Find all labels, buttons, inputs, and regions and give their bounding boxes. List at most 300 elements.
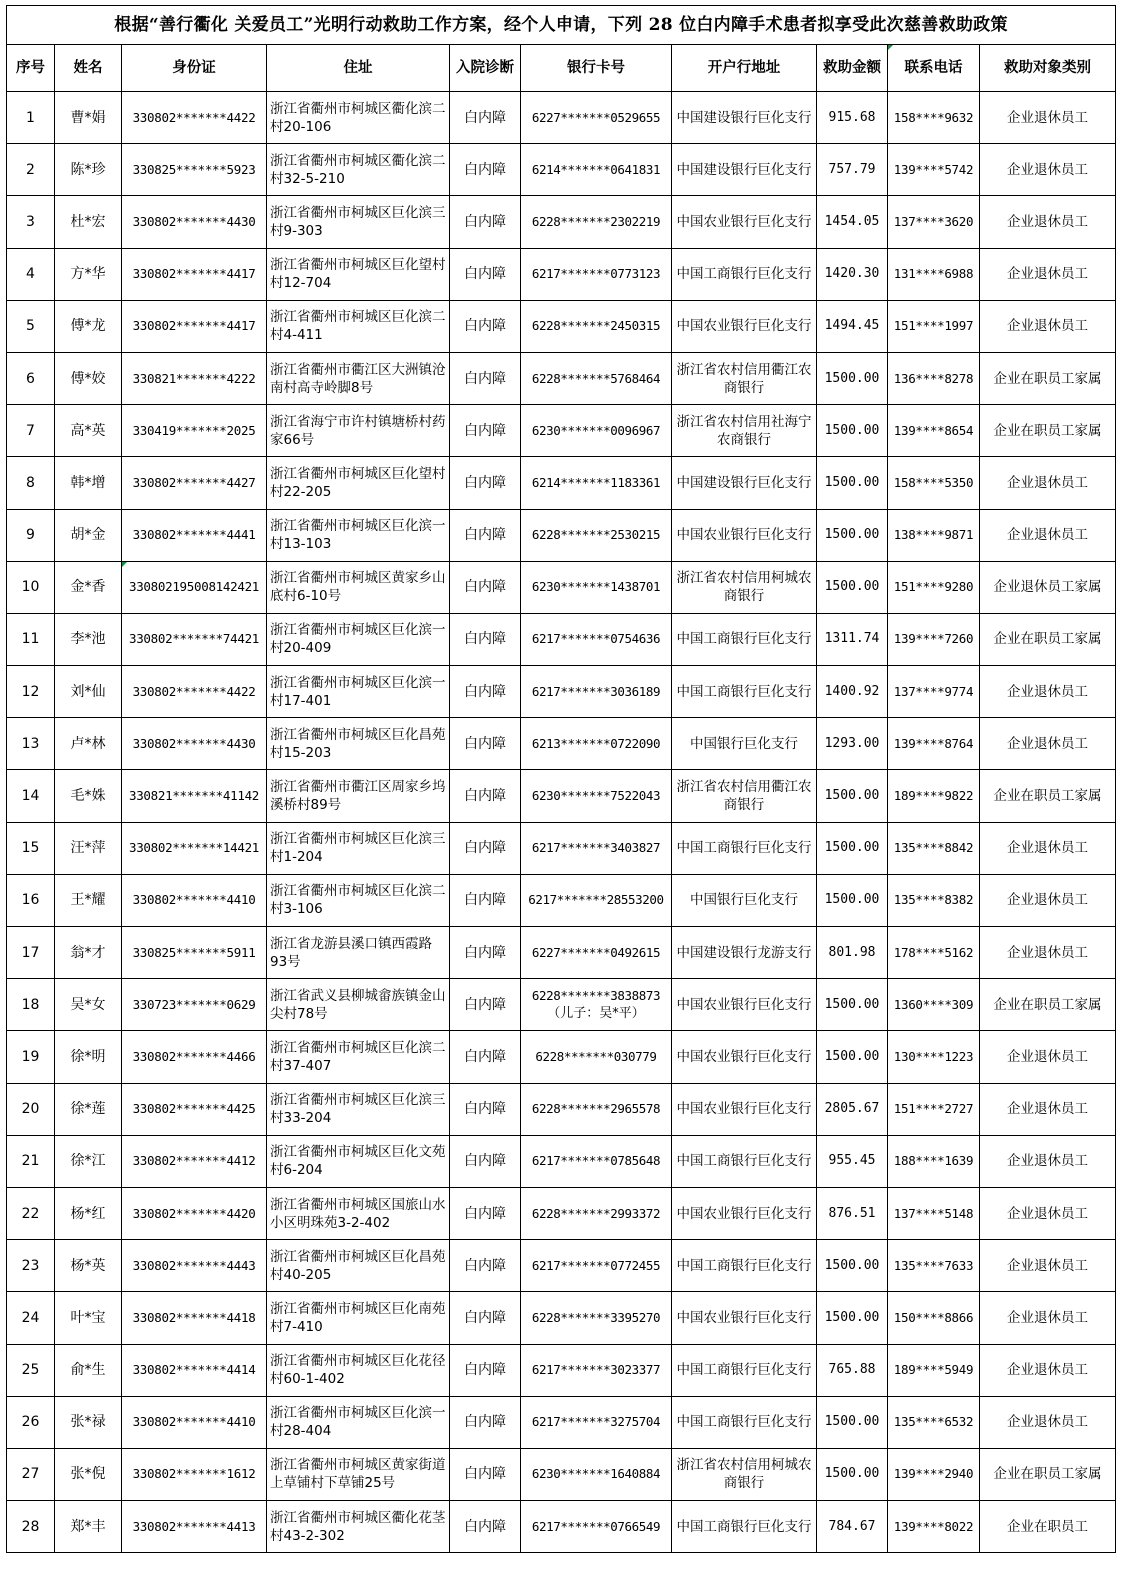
table-row (7, 979, 1116, 1031)
cell-seq: 21 (7, 1135, 55, 1187)
cell-amount: 1400.92 (817, 666, 888, 718)
cell-bank-card (521, 718, 672, 770)
cell-seq: 4 (7, 248, 55, 300)
cell-category: 企业退休员工 (980, 92, 1116, 144)
cell-name: 杨*红 (55, 1187, 122, 1239)
cell-name: 吴*女 (55, 979, 122, 1031)
cell-bank-card (521, 405, 672, 457)
cell-phone: 139****8022 (888, 1501, 980, 1553)
cell-category: 企业退休员工 (980, 144, 1116, 196)
cell-diagnosis: 白内障 (450, 92, 521, 144)
cell-bank-card (521, 822, 672, 874)
cell-diagnosis: 白内障 (450, 1396, 521, 1448)
cell-id-card: 330723*******0629 (122, 979, 267, 1031)
cell-amount: 1500.00 (817, 874, 888, 926)
cell-id-card: 330821*******41142 (122, 770, 267, 822)
cell-diagnosis: 白内障 (450, 457, 521, 509)
cell-seq: 5 (7, 300, 55, 352)
cell-id-card: 330802195008142421 (122, 561, 267, 613)
cell-amount: 1293.00 (817, 718, 888, 770)
bank-card-number: 6217*******0766549 (531, 1518, 661, 1534)
cell-diagnosis: 白内障 (450, 248, 521, 300)
cell-bank-card (521, 927, 672, 979)
cell-phone: 189****9822 (888, 770, 980, 822)
bank-card-number: 6227*******0492615 (531, 944, 661, 960)
cell-address: 浙江省衢州市柯城区巨化滨一村28-404 (267, 1396, 450, 1448)
bank-card-number: 6217*******3275704 (531, 1414, 661, 1430)
bank-card-number: 6230*******7522043 (531, 788, 661, 804)
cell-amount: 1500.00 (817, 509, 888, 561)
cell-address: 浙江省衢州市柯城区巨化昌苑村15-203 (267, 718, 450, 770)
table-row (7, 196, 1116, 248)
cell-bank-branch: 中国建设银行巨化支行 (672, 144, 817, 196)
table-row (7, 1187, 1116, 1239)
cell-diagnosis: 白内障 (450, 874, 521, 926)
cell-category: 企业退休员工 (980, 666, 1116, 718)
cell-category: 企业退休员工 (980, 1187, 1116, 1239)
table-row (7, 457, 1116, 509)
cell-diagnosis: 白内障 (450, 927, 521, 979)
cell-id-card: 330802*******4466 (122, 1031, 267, 1083)
cell-bank-branch: 浙江省农村信用柯城农商银行 (672, 1448, 817, 1500)
cell-phone: 158****5350 (888, 457, 980, 509)
cell-id-card: 330802*******4410 (122, 874, 267, 926)
cell-amount: 2805.67 (817, 1083, 888, 1135)
cell-phone: 151****2727 (888, 1083, 980, 1135)
cell-category: 企业退休员工 (980, 1344, 1116, 1396)
cell-bank-branch: 中国工商银行巨化支行 (672, 248, 817, 300)
cell-address: 浙江省衢州市柯城区国旅山水小区明珠苑3-2-402 (267, 1187, 450, 1239)
cell-bank-card (521, 1031, 672, 1083)
cell-address: 浙江省衢州市柯城区巨化滨二村4-411 (267, 300, 450, 352)
cell-diagnosis: 白内障 (450, 979, 521, 1031)
cell-bank-branch: 浙江省农村信用柯城农商银行 (672, 561, 817, 613)
cell-address: 浙江省衢州市柯城区巨化滨二村37-407 (267, 1031, 450, 1083)
cell-category: 企业退休员工 (980, 1135, 1116, 1187)
cell-name: 卢*林 (55, 718, 122, 770)
cell-address: 浙江省衢州市柯城区巨化滨二村3-106 (267, 874, 450, 926)
cell-seq: 18 (7, 979, 55, 1031)
cell-name: 郑*丰 (55, 1501, 122, 1553)
cell-seq: 3 (7, 196, 55, 248)
cell-diagnosis: 白内障 (450, 196, 521, 248)
cell-seq: 10 (7, 561, 55, 613)
cell-category: 企业在职员工家属 (980, 1448, 1116, 1500)
header-diagnosis: 入院诊断 (450, 45, 521, 92)
table-row (7, 1501, 1116, 1553)
cell-seq: 19 (7, 1031, 55, 1083)
cell-seq: 24 (7, 1292, 55, 1344)
table-row (7, 613, 1116, 665)
cell-name: 张*禄 (55, 1396, 122, 1448)
cell-id-card: 330802*******4441 (122, 509, 267, 561)
cell-seq: 23 (7, 1240, 55, 1292)
bank-card-number: 6228*******3395270 (531, 1309, 661, 1325)
cell-amount: 1500.00 (817, 1240, 888, 1292)
table-row (7, 1031, 1116, 1083)
cell-bank-card (521, 1344, 672, 1396)
cell-bank-branch: 中国银行巨化支行 (672, 718, 817, 770)
cell-address: 浙江省衢州市柯城区衢化花茎村43-2-302 (267, 1501, 450, 1553)
cell-bank-card (521, 561, 672, 613)
header-address: 住址 (267, 45, 450, 92)
cell-name: 金*香 (55, 561, 122, 613)
cell-seq: 2 (7, 144, 55, 196)
cell-amount: 1500.00 (817, 561, 888, 613)
table-row (7, 352, 1116, 404)
cell-seq: 20 (7, 1083, 55, 1135)
table-row (7, 822, 1116, 874)
cell-seq: 28 (7, 1501, 55, 1553)
cell-phone: 189****5949 (888, 1344, 980, 1396)
cell-bank-card (521, 1083, 672, 1135)
cell-bank-branch: 中国农业银行巨化支行 (672, 509, 817, 561)
cell-name: 刘*仙 (55, 666, 122, 718)
cell-seq: 25 (7, 1344, 55, 1396)
cell-address: 浙江省衢州市柯城区巨化滨一村17-401 (267, 666, 450, 718)
cell-bank-card (521, 1292, 672, 1344)
table-row (7, 248, 1116, 300)
cell-category: 企业退休员工 (980, 248, 1116, 300)
cell-category: 企业退休员工 (980, 718, 1116, 770)
cell-amount: 1494.45 (817, 300, 888, 352)
cell-diagnosis: 白内障 (450, 613, 521, 665)
bank-card-number: 6230*******1438701 (531, 579, 661, 595)
cell-name: 方*华 (55, 248, 122, 300)
cell-bank-card (521, 509, 672, 561)
cell-seq: 7 (7, 405, 55, 457)
header-id-card: 身份证 (122, 45, 267, 92)
table-row (7, 92, 1116, 144)
cell-address: 浙江省龙游县溪口镇西霞路93号 (267, 927, 450, 979)
cell-phone: 139****8654 (888, 405, 980, 457)
cell-bank-branch: 中国农业银行巨化支行 (672, 196, 817, 248)
cell-seq: 8 (7, 457, 55, 509)
cell-seq: 9 (7, 509, 55, 561)
cell-bank-card (521, 666, 672, 718)
table-row (7, 874, 1116, 926)
cell-name: 王*耀 (55, 874, 122, 926)
cell-name: 韩*增 (55, 457, 122, 509)
table-row (7, 718, 1116, 770)
cell-category: 企业退休员工 (980, 1083, 1116, 1135)
cell-id-card: 330802*******4410 (122, 1396, 267, 1448)
cell-seq: 6 (7, 352, 55, 404)
cell-amount: 955.45 (817, 1135, 888, 1187)
cell-amount: 1500.00 (817, 770, 888, 822)
cell-bank-card (521, 92, 672, 144)
cell-amount: 1500.00 (817, 405, 888, 457)
header-amount: 救助金额 (817, 45, 888, 92)
table-row (7, 1448, 1116, 1500)
bank-card-number: 6228*******030779 (535, 1048, 657, 1064)
bank-card-number: 6228*******2450315 (531, 318, 661, 334)
cell-name: 陈*珍 (55, 144, 122, 196)
cell-bank-branch: 中国工商银行巨化支行 (672, 1396, 817, 1448)
cell-address: 浙江省衢州市衢江区大洲镇沧南村高寺岭脚8号 (267, 352, 450, 404)
page-title: 根据“善行衢化 关爱员工”光明行动救助工作方案，经个人申请，下列 28 位白内障手术患者拟享受此次慈善救助政策 (7, 6, 1116, 45)
bank-card-note: （儿子：吴*平） (547, 1005, 645, 1021)
cell-phone: 1360****309 (888, 979, 980, 1031)
cell-category: 企业退休员工 (980, 1396, 1116, 1448)
cell-diagnosis: 白内障 (450, 822, 521, 874)
cell-bank-branch: 浙江省农村信用社海宁农商银行 (672, 405, 817, 457)
cell-diagnosis: 白内障 (450, 1135, 521, 1187)
cell-bank-card (521, 1135, 672, 1187)
cell-seq: 17 (7, 927, 55, 979)
cell-address: 浙江省衢州市柯城区巨化望村村12-704 (267, 248, 450, 300)
table-row (7, 509, 1116, 561)
table-row (7, 1292, 1116, 1344)
cell-address: 浙江省衢州市衢江区周家乡坞溪桥村89号 (267, 770, 450, 822)
cell-seq: 12 (7, 666, 55, 718)
table-row (7, 1083, 1116, 1135)
cell-bank-card (521, 352, 672, 404)
cell-name: 徐*莲 (55, 1083, 122, 1135)
cell-address: 浙江省衢州市柯城区巨化滨一村20-409 (267, 613, 450, 665)
cell-amount: 1500.00 (817, 1396, 888, 1448)
cell-category: 企业退休员工家属 (980, 561, 1116, 613)
cell-category: 企业退休员工 (980, 874, 1116, 926)
cell-amount: 1500.00 (817, 1031, 888, 1083)
cell-name: 曹*娟 (55, 92, 122, 144)
cell-phone: 137****5148 (888, 1187, 980, 1239)
cell-address: 浙江省衢州市柯城区巨化滨一村13-103 (267, 509, 450, 561)
cell-seq: 11 (7, 613, 55, 665)
cell-bank-card (521, 144, 672, 196)
cell-bank-card (521, 770, 672, 822)
cell-diagnosis: 白内障 (450, 1187, 521, 1239)
cell-amount: 1500.00 (817, 457, 888, 509)
cell-bank-card (521, 1448, 672, 1500)
bank-card-number: 6217*******3036189 (531, 683, 661, 699)
cell-name: 高*英 (55, 405, 122, 457)
cell-category: 企业退休员工 (980, 822, 1116, 874)
cell-address: 浙江省海宁市许村镇塘桥村药家66号 (267, 405, 450, 457)
cell-diagnosis: 白内障 (450, 770, 521, 822)
cell-phone: 137****3620 (888, 196, 980, 248)
table-row (7, 770, 1116, 822)
cell-bank-branch: 中国工商银行巨化支行 (672, 1240, 817, 1292)
cell-bank-branch: 中国农业银行巨化支行 (672, 1187, 817, 1239)
bank-card-number: 6228*******2530215 (531, 527, 661, 543)
cell-bank-branch: 中国工商银行巨化支行 (672, 613, 817, 665)
cell-seq: 27 (7, 1448, 55, 1500)
cell-diagnosis: 白内障 (450, 405, 521, 457)
bank-card-number: 6214*******1183361 (531, 474, 661, 490)
cell-seq: 13 (7, 718, 55, 770)
header-seq: 序号 (7, 45, 55, 92)
cell-bank-branch: 中国工商银行巨化支行 (672, 822, 817, 874)
cell-amount: 801.98 (817, 927, 888, 979)
cell-address: 浙江省衢州市柯城区巨化南苑村7-410 (267, 1292, 450, 1344)
cell-diagnosis: 白内障 (450, 1344, 521, 1396)
cell-id-card: 330802*******4414 (122, 1344, 267, 1396)
cell-category: 企业退休员工 (980, 1240, 1116, 1292)
cell-phone: 136****8278 (888, 352, 980, 404)
cell-bank-branch: 中国工商银行巨化支行 (672, 1135, 817, 1187)
cell-id-card: 330802*******4430 (122, 196, 267, 248)
cell-address: 浙江省衢州市柯城区衢化滨二村20-106 (267, 92, 450, 144)
cell-bank-branch: 中国建设银行龙游支行 (672, 927, 817, 979)
cell-bank-card (521, 874, 672, 926)
cell-address: 浙江省衢州市柯城区巨化昌苑村40-205 (267, 1240, 450, 1292)
cell-phone: 139****7260 (888, 613, 980, 665)
cell-diagnosis: 白内障 (450, 561, 521, 613)
cell-bank-card (521, 1187, 672, 1239)
header-bank-card: 银行卡号 (521, 45, 672, 92)
bank-card-number: 6217*******0773123 (531, 266, 661, 282)
cell-diagnosis: 白内障 (450, 1240, 521, 1292)
cell-seq: 26 (7, 1396, 55, 1448)
cell-phone: 135****6532 (888, 1396, 980, 1448)
table-row (7, 1396, 1116, 1448)
cell-id-card: 330802*******4413 (122, 1501, 267, 1553)
cell-bank-branch: 中国工商银行巨化支行 (672, 1501, 817, 1553)
cell-amount: 1500.00 (817, 1292, 888, 1344)
bank-card-number: 6217*******0754636 (531, 631, 661, 647)
cell-bank-branch: 中国银行巨化支行 (672, 874, 817, 926)
cell-phone: 135****7633 (888, 1240, 980, 1292)
aid-recipients-table (6, 5, 1116, 1553)
cell-id-card: 330802*******4422 (122, 666, 267, 718)
bank-card-number: 6228*******2302219 (531, 213, 661, 229)
table-row (7, 405, 1116, 457)
table-row (7, 300, 1116, 352)
cell-id-card: 330802*******74421 (122, 613, 267, 665)
cell-address: 浙江省衢州市柯城区巨化花径村60-1-402 (267, 1344, 450, 1396)
cell-address: 浙江省衢州市柯城区巨化文苑村6-204 (267, 1135, 450, 1187)
cell-address: 浙江省衢州市柯城区黄家乡山底村6-10号 (267, 561, 450, 613)
cell-address: 浙江省衢州市柯城区巨化滨三村1-204 (267, 822, 450, 874)
cell-name: 毛*姝 (55, 770, 122, 822)
cell-id-card: 330802*******1612 (122, 1448, 267, 1500)
cell-category: 企业退休员工 (980, 300, 1116, 352)
cell-phone: 135****8842 (888, 822, 980, 874)
bank-card-number: 6217*******28553200 (528, 892, 664, 908)
table-row (7, 927, 1116, 979)
bank-card-number: 6228*******2965578 (531, 1101, 661, 1117)
cell-phone: 139****8764 (888, 718, 980, 770)
cell-category: 企业退休员工 (980, 457, 1116, 509)
title-row (7, 6, 1116, 45)
cell-diagnosis: 白内障 (450, 718, 521, 770)
cell-seq: 14 (7, 770, 55, 822)
cell-bank-branch: 中国工商银行巨化支行 (672, 666, 817, 718)
cell-phone: 139****5742 (888, 144, 980, 196)
cell-name: 徐*江 (55, 1135, 122, 1187)
cell-diagnosis: 白内障 (450, 300, 521, 352)
cell-phone: 137****9774 (888, 666, 980, 718)
cell-phone: 188****1639 (888, 1135, 980, 1187)
cell-name: 叶*宝 (55, 1292, 122, 1344)
cell-category: 企业退休员工 (980, 1292, 1116, 1344)
cell-amount: 1311.74 (817, 613, 888, 665)
header-bank-branch: 开户行地址 (672, 45, 817, 92)
cell-name: 俞*生 (55, 1344, 122, 1396)
cell-bank-branch: 中国农业银行巨化支行 (672, 1083, 817, 1135)
table-row (7, 666, 1116, 718)
cell-id-card: 330802*******4417 (122, 248, 267, 300)
cell-seq: 15 (7, 822, 55, 874)
cell-amount: 765.88 (817, 1344, 888, 1396)
cell-amount: 876.51 (817, 1187, 888, 1239)
cell-bank-card (521, 457, 672, 509)
cell-bank-branch: 中国农业银行巨化支行 (672, 979, 817, 1031)
bank-card-number: 6228*******2993372 (531, 1205, 661, 1221)
cell-category: 企业退休员工 (980, 196, 1116, 248)
cell-id-card: 330802*******4443 (122, 1240, 267, 1292)
cell-diagnosis: 白内障 (450, 666, 521, 718)
cell-address: 浙江省衢州市柯城区巨化滨三村9-303 (267, 196, 450, 248)
table-row (7, 1240, 1116, 1292)
bank-card-number: 6217*******0785648 (531, 1153, 661, 1169)
cell-name: 徐*明 (55, 1031, 122, 1083)
cell-bank-card (521, 300, 672, 352)
bank-card-number: 6227*******0529655 (531, 109, 661, 125)
bank-card-number: 6228*******5768464 (531, 370, 661, 386)
cell-id-card: 330802*******4427 (122, 457, 267, 509)
cell-amount: 915.68 (817, 92, 888, 144)
cell-name: 傅*龙 (55, 300, 122, 352)
cell-phone: 150****8866 (888, 1292, 980, 1344)
bank-card-number: 6217*******0772455 (531, 1257, 661, 1273)
cell-bank-branch: 中国建设银行巨化支行 (672, 457, 817, 509)
cell-phone: 130****1223 (888, 1031, 980, 1083)
bank-card-number: 6217*******3023377 (531, 1362, 661, 1378)
cell-amount: 1500.00 (817, 822, 888, 874)
cell-bank-card (521, 248, 672, 300)
cell-diagnosis: 白内障 (450, 1501, 521, 1553)
cell-seq: 22 (7, 1187, 55, 1239)
cell-bank-card (521, 196, 672, 248)
table-row (7, 1344, 1116, 1396)
cell-bank-card (521, 979, 672, 1031)
cell-id-card: 330419*******2025 (122, 405, 267, 457)
cell-phone: 151****9280 (888, 561, 980, 613)
cell-bank-branch: 中国建设银行巨化支行 (672, 92, 817, 144)
cell-id-card: 330802*******4422 (122, 92, 267, 144)
cell-category: 企业退休员工 (980, 509, 1116, 561)
cell-bank-branch: 中国农业银行巨化支行 (672, 1292, 817, 1344)
cell-name: 杨*英 (55, 1240, 122, 1292)
cell-id-card: 330821*******4222 (122, 352, 267, 404)
bank-card-number: 6228*******3838873 (531, 987, 661, 1003)
cell-amount: 1420.30 (817, 248, 888, 300)
cell-id-card: 330802*******4420 (122, 1187, 267, 1239)
cell-bank-branch: 浙江省农村信用衢江农商银行 (672, 352, 817, 404)
table-row (7, 1135, 1116, 1187)
cell-diagnosis: 白内障 (450, 1031, 521, 1083)
table-row (7, 561, 1116, 613)
cell-category: 企业在职员工 (980, 1501, 1116, 1553)
cell-id-card: 330802*******4430 (122, 718, 267, 770)
cell-diagnosis: 白内障 (450, 509, 521, 561)
cell-address: 浙江省衢州市柯城区巨化滨三村33-204 (267, 1083, 450, 1135)
header-phone: 联系电话 (888, 45, 980, 92)
bank-card-number: 6230*******0096967 (531, 422, 661, 438)
cell-name: 张*倪 (55, 1448, 122, 1500)
cell-category: 企业在职员工家属 (980, 352, 1116, 404)
header-name: 姓名 (55, 45, 122, 92)
table-row (7, 144, 1116, 196)
cell-address: 浙江省衢州市柯城区衢化滨二村32-5-210 (267, 144, 450, 196)
aid-list-sheet (6, 5, 1116, 1553)
cell-address: 浙江省武义县柳城畲族镇金山尖村78号 (267, 979, 450, 1031)
cell-name: 翁*才 (55, 927, 122, 979)
cell-phone: 139****2940 (888, 1448, 980, 1500)
header-category: 救助对象类别 (980, 45, 1116, 92)
